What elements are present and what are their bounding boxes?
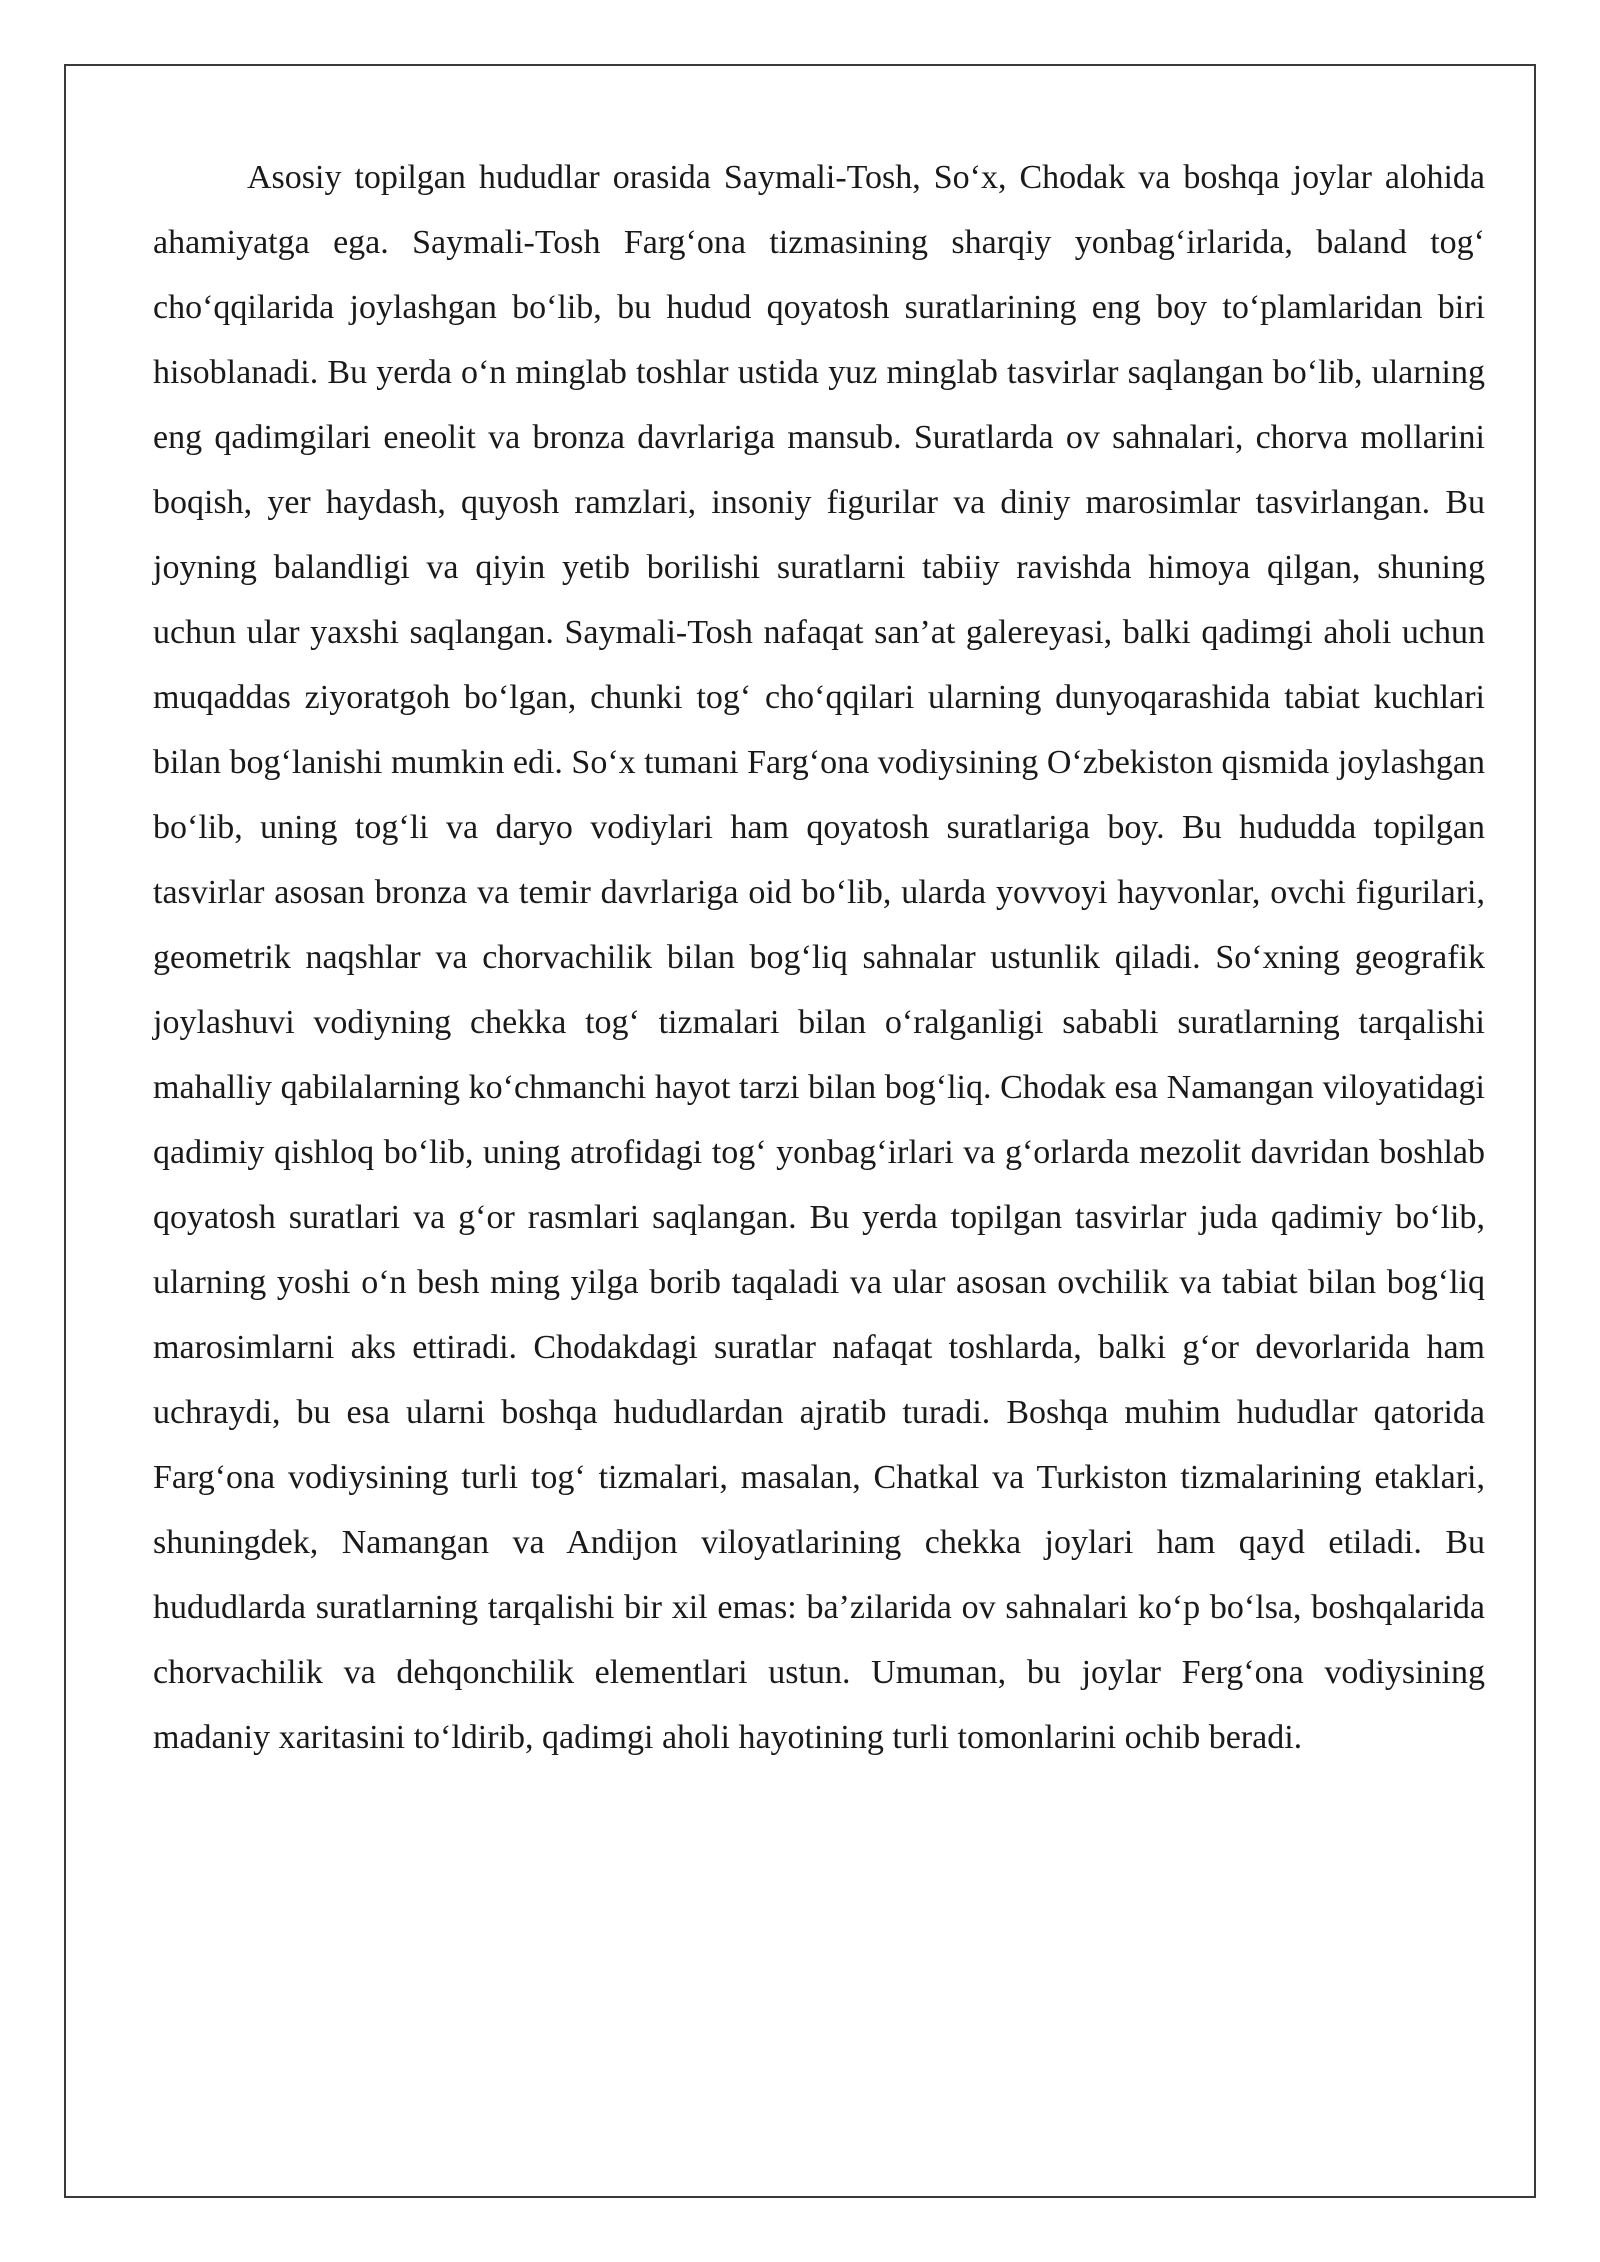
- body-paragraph: Asosiy topilgan hududlar orasida Saymali-Tosh, So‘x, Chodak va boshqa joylar alohida ahamiyatga ega. Saymali-Tosh Farg‘ona tizmasining sharqiy yonbag‘irlarida, baland tog‘ cho‘qqilarida joylashgan bo‘lib, bu hudud qoyatosh suratlarining eng boy to‘plamlaridan biri hisoblanadi. Bu yerda o‘n minglab toshlar ustida yuz minglab tasvirlar saqlangan bo‘lib, ularning eng qadimgilari eneolit va bronza davrlariga mansub. Suratlarda ov sahnalari, chorva mollarini boqish, yer haydash, quyosh ramzlari, insoniy figurilar va diniy marosimlar tasvirlangan. Bu joyning balandligi va qiyin yetib borilishi suratlarni tabiiy ravishda himoya qilgan, shuning uchun ular yaxshi saqlangan. Saymali-Tosh nafaqat san’at galereyasi, balki qadimgi aholi uchun muqaddas ziyoratgoh bo‘lgan, chunki tog‘ cho‘qqilari ularning dunyoqarashida tabiat kuchlari bilan bog‘lanishi mumkin edi. So‘x tumani Farg‘ona vodiysining O‘zbekiston qismida joylashgan bo‘lib, uning tog‘li va daryo vodiylari ham qoyatosh suratlariga boy. Bu hududda topilgan tasvirlar asosan bronza va temir davrlariga oid bo‘lib, ularda yovvoyi hayvonlar, ovchi figurilari, geometrik naqshlar va chorvachilik bilan bog‘liq sahnalar ustunlik qiladi. So‘xning geografik joylashuvi vodiyning chekka tog‘ tizmalari bilan o‘ralganligi sababli suratlarning tarqalishi mahalliy qabilalarning ko‘chmanchi hayot tarzi bilan bog‘liq. Chodak esa Namangan viloyatidagi qadimiy qishloq bo‘lib, uning atrofidagi tog‘ yonbag‘irlari va g‘orlarda mezolit davridan boshlab qoyatosh suratlari va g‘or rasmlari saqlangan. Bu yerda topilgan tasvirlar juda qadimiy bo‘lib, ularning yoshi o‘n besh ming yilga borib taqaladi va ular asosan ovchilik va tabiat bilan bog‘liq marosimlarni aks ettiradi. Chodakdagi suratlar nafaqat toshlarda, balki g‘or devorlarida ham uchraydi, bu esa ularni boshqa hududlardan ajratib turadi. Boshqa muhim hududlar qatorida Farg‘ona vodiysining turli tog‘ tizmalari, masalan, Chatkal va Turkiston tizmalarining etaklari, shuningdek, Namangan va Andijon viloyatlarining chekka joylari ham qayd etiladi. Bu hududlarda suratlarning tarqalishi bir xil emas: ba’zilarida ov sahnalari ko‘p bo‘lsa, boshqalarida chorvachilik va dehqonchilik elementlari ustun. Umuman, bu joylar Ferg‘ona vodiysining madaniy xaritasini to‘ldirib, qadimgi aholi hayotining turli tomonlarini ochib beradi.: [153, 159, 1485, 1756]
